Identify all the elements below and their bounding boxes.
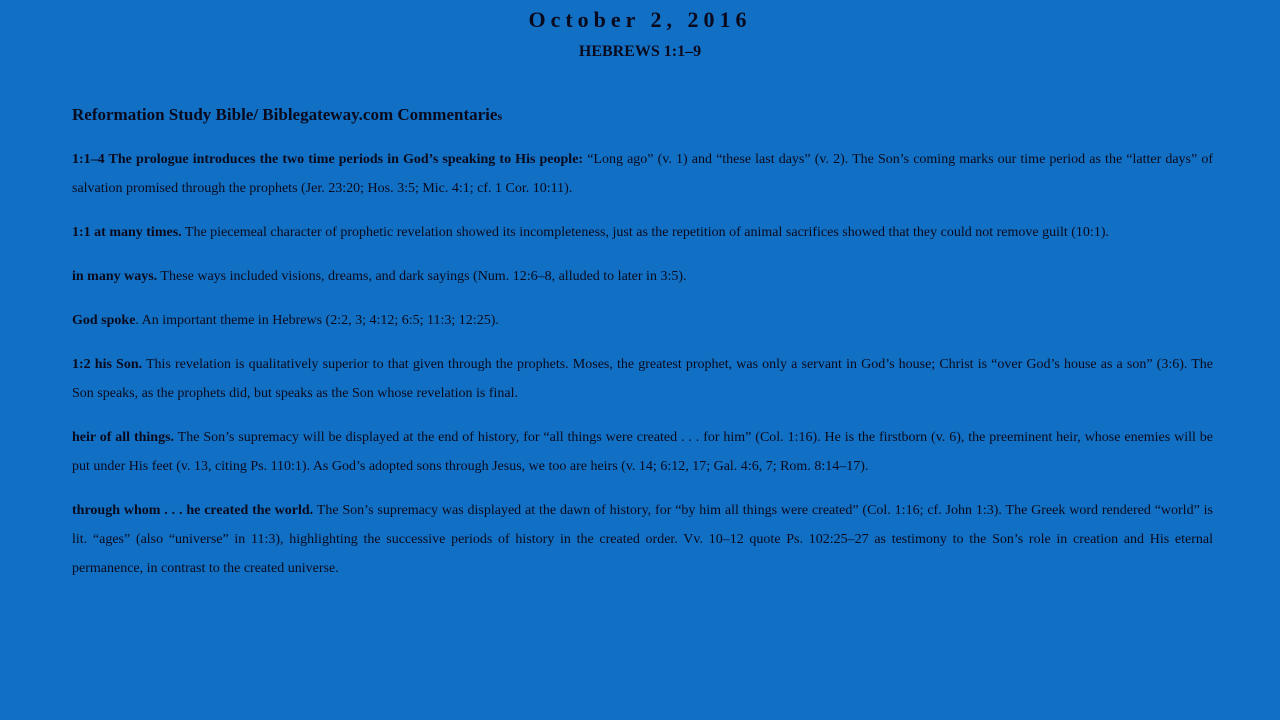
slide-date: October 2, 2016 [528, 7, 752, 32]
entry-text: The piecemeal character of prophetic revelation showed its incompleteness, just as the repetition of animal sacrifices showed that they could not remove guilt (10:1). [181, 225, 1109, 240]
entry-term: heir of all things. [72, 430, 175, 445]
commentary-body [72, 104, 1213, 598]
entry-term: 1:1–4 The prologue introduces the two time periods in God’s speaking to His people: [72, 152, 584, 167]
commentary-heading-text: Reformation Study Bible/ Biblegateway.com Commentarie [72, 105, 498, 124]
entry-term: 1:2 his Son. [72, 357, 143, 372]
entry-term: God spoke [72, 313, 136, 328]
commentary-entry [72, 218, 1213, 247]
commentary-entry [72, 145, 1213, 203]
scripture-passage: HEBREWS 1:1–9 [578, 43, 702, 60]
commentary-heading-suffix: s [497, 109, 503, 123]
entry-term: through whom . . . he created the world. [72, 503, 314, 518]
entry-text: The Son’s supremacy will be displayed at the end of history, for “all things were created . . . for him” (Col. 1:16). He is the firstborn (v. 6), the preeminent heir, whose enemies will be put under His feet (v. 13, citing Ps. 110:1). As God’s adopted sons through Jesus, we too are heirs (v. 14; 6:12, 17; Gal. 4:6, 7; Rom. 8:14–17). [72, 430, 1213, 474]
entry-text: These ways included visions, dreams, and dark sayings (Num. 12:6–8, alluded to later in 3:5). [157, 269, 687, 284]
commentary-heading [72, 104, 1213, 127]
entry-text: “Long ago” (v. 1) and “these last days” (v. 2). The Son’s coming marks our time period as the “latter days” of salvation promised through the prophets (Jer. 23:20; Hos. 3:5; Mic. 4:1; cf. 1 Cor. 10:11). [72, 152, 1213, 196]
commentary-entry [72, 350, 1213, 408]
entry-term: in many ways. [72, 269, 158, 284]
commentary-entry [72, 496, 1213, 583]
entry-text: . An important theme in Hebrews (2:2, 3; 4:12; 6:5; 11:3; 12:25). [135, 313, 499, 328]
commentary-entry [72, 262, 1213, 291]
entry-text: The Son’s supremacy was displayed at the dawn of history, for “by him all things were created” (Col. 1:16; cf. John 1:3). The Greek word rendered “world” is lit. “ages” (also “universe” in 11:3), highlighting the successive periods of history in the created order. Vv. 10–12 quote Ps. 102:25–27 as testimony to the Son’s role in creation and His eternal permanence, in contrast to the created universe. [72, 503, 1213, 576]
commentary-entry [72, 423, 1213, 481]
entry-term: 1:1 at many times. [72, 225, 182, 240]
commentary-entry [72, 306, 1213, 335]
entry-text: This revelation is qualitatively superior to that given through the prophets. Moses, the greatest prophet, was only a servant in God’s house; Christ is “over God’s house as a son” (3:6). The Son speaks, as the prophets did, but speaks as the Son whose revelation is final. [72, 357, 1214, 401]
